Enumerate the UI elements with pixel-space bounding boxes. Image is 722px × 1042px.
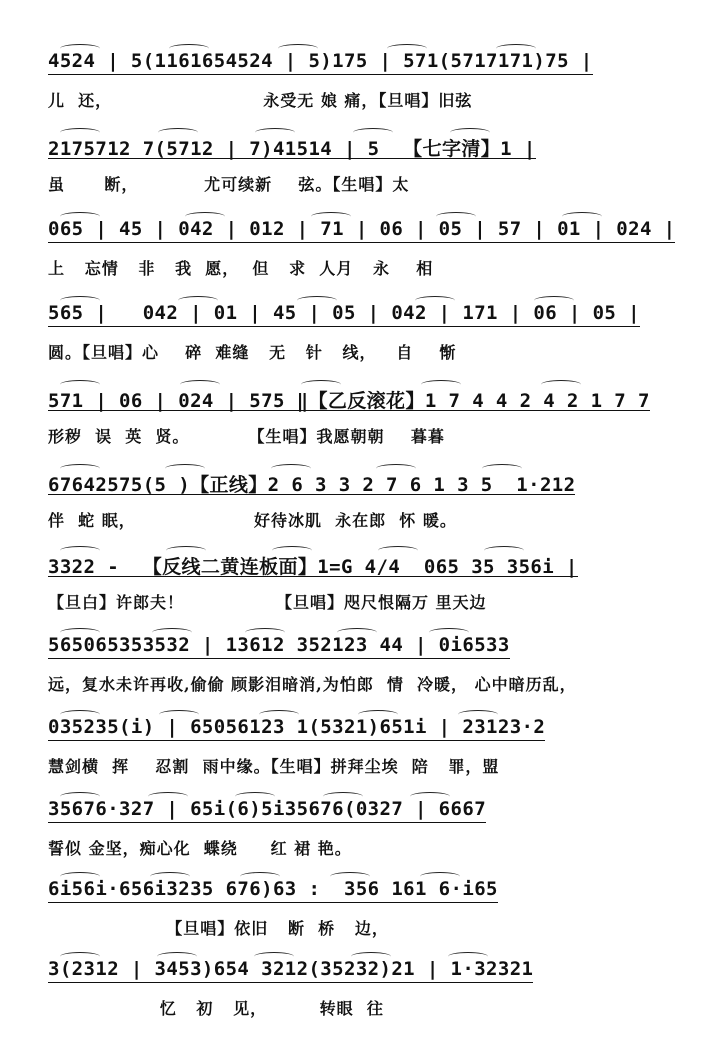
lyrics-line: 誓似 金坚，痴心化 蝶绕 红 裙 艳。 [48,839,352,858]
slur-arc [60,792,100,801]
score-system-8 [0,634,722,718]
lyrics-line: 圆。【旦唱】心 碎 难缝 无 针 线， 自 惭 [48,343,457,362]
slur-arc [376,464,416,473]
slur-arc [436,212,476,221]
notation-line: 35676·327 | 65i(6)5i35676(0327 | 6667 [48,798,487,820]
slur-arc [387,44,427,53]
slur-arc [235,792,275,801]
score-system-11 [0,878,722,962]
slur-arc [169,44,209,53]
score-system-1 [0,50,722,134]
slur-arc [259,710,299,719]
score-system-2 [0,134,722,218]
slur-arc [271,464,311,473]
slur-arc [148,792,188,801]
slur-arc [534,296,574,305]
beam-underline [48,326,640,328]
notation-line: 3322 - 【反线二黄连板面】1=G 4/4 065 35 356i | [48,556,578,578]
slur-arc [562,212,602,221]
slur-arc [60,710,100,719]
slur-arc [255,128,295,137]
beam-underline [48,822,486,824]
slur-arc [337,628,377,637]
lyrics-line: 上 忘情 非 我 愿， 但 求 人月 永 相 [48,259,434,278]
slur-arc [150,872,190,881]
beam-underline [48,740,545,742]
slur-arc [185,212,225,221]
score-system-10 [0,798,722,882]
slur-arc [60,128,100,137]
slur-arc [420,872,460,881]
notation-line: 035235(i) | 65056123 1(5321)651i | 23123·2 [48,716,546,738]
slur-arc [448,952,488,961]
lyrics-line: 远，复水未许再收,偷偷 顾影泪暗消,为怕郎 情 冷暖， 心中暗历乱， [48,675,577,694]
beam-underline [48,982,533,984]
slur-arc [484,546,524,555]
slur-arc [60,952,100,961]
slur-arc [60,872,100,881]
beam-underline [48,576,578,578]
slur-arc [254,952,294,961]
slur-arc [482,464,522,473]
beam-underline [48,158,536,160]
notation-line: 67642575(5 )【正线】2 6 3 3 2 7 6 1 3 5 1·212 [48,474,576,496]
notation-line: 4524 | 5(1161654524 | 5)175 | 571(5717171)75 | [48,50,593,72]
slur-arc [165,464,205,473]
slur-arc [378,546,418,555]
slur-arc [152,628,192,637]
lyrics-line: 【旦唱】依旧 断 桥 边， [48,919,389,938]
notation-line: 565 | 042 | 01 | 45 | 05 | 042 | 171 | 06 | 05 | [48,302,640,324]
slur-arc [60,628,100,637]
slur-arc [178,296,218,305]
slur-arc [60,212,100,221]
score-system-5 [0,386,722,470]
slur-arc [60,44,100,53]
notation-line: 571 | 06 | 024 | 575 ‖【乙反滚花】1 7 4 4 2 4 2 1 7 7 [48,390,650,412]
score-system-7 [0,552,722,636]
slur-arc [301,380,341,389]
slur-arc [450,128,490,137]
slur-arc [157,952,197,961]
slur-arc [429,628,469,637]
slur-arc [166,546,206,555]
notation-line: 6i56i·656i3235 676)63 : 356 161 6·i65 [48,878,498,900]
slur-arc [245,628,285,637]
lyrics-line: 【旦白】许郎夫！ 【旦唱】咫尺恨隔万 里天边 [48,593,487,612]
slur-arc [60,546,100,555]
beam-underline [48,74,593,76]
slur-arc [351,952,391,961]
notation-line: 065 | 45 | 042 | 012 | 71 | 06 | 05 | 57 | 01 | 024 | [48,218,676,240]
slur-arc [159,710,199,719]
slur-arc [541,380,581,389]
slur-arc [353,128,393,137]
score-system-3 [0,218,722,302]
beam-underline [48,902,498,904]
slur-arc [272,546,312,555]
notation-line: 3(2312 | 3453)654 3212(35232)21 | 1·32321 [48,958,534,980]
slur-arc [297,296,337,305]
slur-arc [311,212,351,221]
slur-arc [415,296,455,305]
beam-underline [48,494,575,496]
slur-arc [458,710,498,719]
slur-arc [410,792,450,801]
slur-arc [60,380,100,389]
score-system-12 [0,958,722,1042]
lyrics-line: 忆 初 见， 转眼 往 [48,999,384,1018]
slur-arc [323,792,363,801]
score-system-6 [0,470,722,554]
slur-arc [278,44,318,53]
lyrics-line: 儿 还， 永受无 娘 痛，【旦唱】旧弦 [48,91,473,110]
slur-arc [421,380,461,389]
notation-line: 565065353532 | 13612 352123 44 | 0i6533 [48,634,510,656]
slur-arc [358,710,398,719]
lyrics-line: 慧剑横 挥 忍割 雨中缘。【生唱】拼拜尘埃 陪 罪，盟 [48,757,500,776]
slur-arc [158,128,198,137]
beam-underline [48,410,650,412]
score-system-9 [0,716,722,800]
slur-arc [240,872,280,881]
beam-underline [48,242,675,244]
beam-underline [48,658,510,660]
slur-arc [330,872,370,881]
slur-arc [180,380,220,389]
slur-arc [60,464,100,473]
notation-line: 2175712 7(5712 | 7)41514 | 5 【七字清】1 | [48,138,536,160]
lyrics-line: 形秽 误 英 贤。 【生唱】我愿朝朝 暮暮 [48,427,445,446]
slur-arc [60,296,100,305]
lyrics-line: 虽 断， 尤可续新 弦。【生唱】太 [48,175,410,194]
score-system-4 [0,302,722,386]
slur-arc [496,44,536,53]
lyrics-line: 伴 蛇 眠， 好待冰肌 永在郎 怀 暖。 [48,511,457,530]
